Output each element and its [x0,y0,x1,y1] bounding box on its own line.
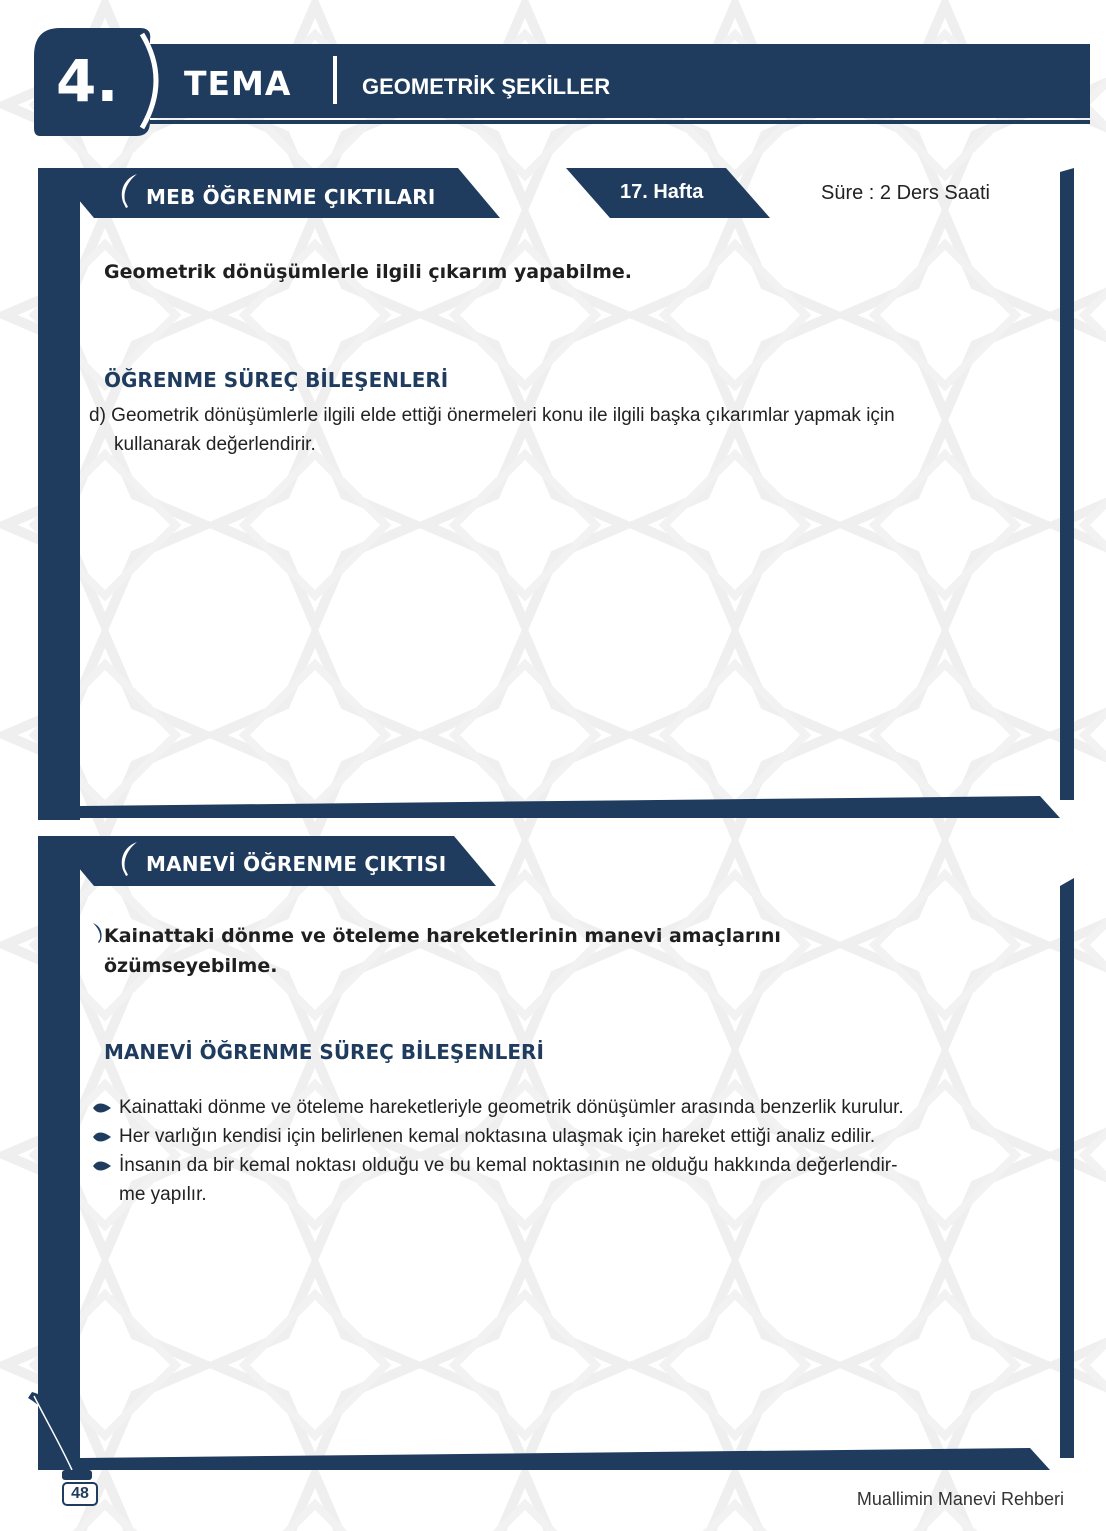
meb-outcome: Geometrik dönüşümlerle ilgili çıkarım yapabilme. [104,261,633,283]
manevi-components-heading: MANEVİ ÖĞRENME SÜREÇ BİLEŞENLERİ [104,1040,544,1064]
theme-subtitle: GEOMETRİK ŞEKİLLER [362,74,611,99]
theme-number: 4. [56,47,119,115]
bullet-icon [93,1101,111,1115]
theme-label: TEMA [184,64,292,103]
book-title: Muallimin Manevi Rehberi [856,1489,1064,1509]
manevi-outcome-line1: Kainattaki dönme ve öteleme hareketlerinin manevi amaçlarını [104,925,781,947]
week-label: 17. Hafta [620,181,704,203]
manevi-bullet-3-continued: me yapılır. [119,1184,207,1205]
component-d-line2: kullanarak değerlendirir. [114,434,316,455]
quill-icon [26,1390,96,1490]
component-d-line1: d) Geometrik dönüşümlerle ilgili elde ettiği önermeleri konu ile ilgili başka çıkarımlar yapmak için [89,405,895,426]
duration-label: Süre : 2 Ders Saati [821,182,990,204]
learning-components-heading: ÖĞRENME SÜREÇ BİLEŞENLERİ [104,368,449,392]
header-divider [333,56,337,104]
meb-outcomes-banner: MEB ÖĞRENME ÇIKTILARI [146,185,436,209]
manevi-outcome-banner: MANEVİ ÖĞRENME ÇIKTISI [146,852,447,876]
manevi-outcome-line2: özümseyebilme. [104,955,278,977]
page-number: 48 [62,1482,98,1506]
manevi-bullet-3: İnsanın da bir kemal noktası olduğu ve bu kemal noktasının ne olduğu hakkında değerlendir- [119,1155,898,1176]
manevi-bullet-1: Kainattaki dönme ve öteleme hareketleriyle geometrik dönüşümler arasında benzerlik kurulur. [119,1097,904,1118]
feather-bullet-icon [90,922,104,944]
feather-icon [117,172,139,210]
feather-icon [117,840,139,878]
manevi-bullet-2: Her varlığın kendisi için belirlenen kemal noktasına ulaşmak için hareket ettiği analiz edilir. [119,1126,876,1147]
bullet-icon [93,1130,111,1144]
bullet-icon [93,1159,111,1173]
